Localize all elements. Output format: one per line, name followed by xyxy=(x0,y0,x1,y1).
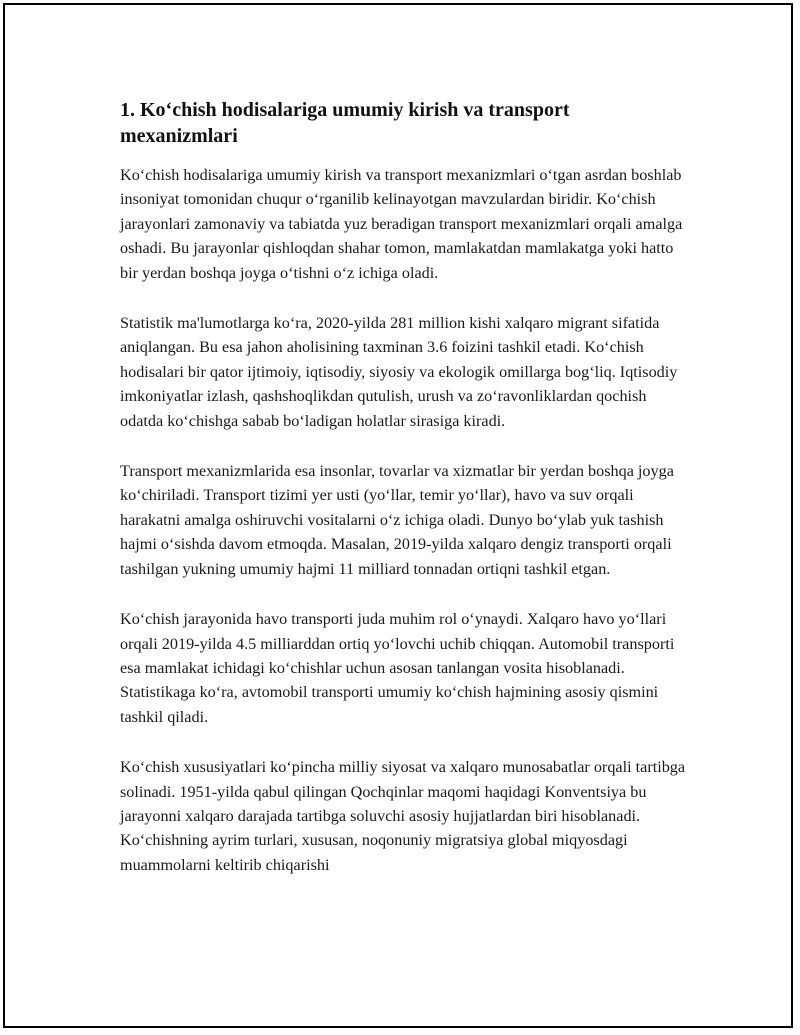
section-heading: 1. Ko‘chish hodisalariga umumiy kirish va transport mexanizmlari xyxy=(120,99,570,147)
document-content xyxy=(120,97,690,903)
paragraph-5: Ko‘chish xususiyatlari ko‘pincha milliy siyosat va xalqaro munosabatlar orqali tartibga solinadi. 1951-yilda qabul qilingan Qochqinlar maqomi haqidagi Konventsiya bu jarayonni xalqaro darajada tartibga soluvchi asosiy hujjatlardan biri hisoblanadi. Ko‘chishning ayrim turlari, xususan, noqonuniy migratsiya global miqyosdagi muammolarni keltirib chiqarishi xyxy=(120,758,686,874)
paragraph-3: Transport mexanizmlarida esa insonlar, tovarlar va xizmatlar bir yerdan boshqa joyga ko‘chiriladi. Transport tizimi yer usti (yo‘llar, temir yo‘llar), havo va suv orqali harakatni amalga oshiruvchi vositalarni o‘z ichiga oladi. Dunyo bo‘ylab yuk tashish hajmi o‘sishda davom etmoqda. Masalan, 2019-yilda xalqaro dengiz transporti orqali tashilgan yukning umumiy hajmi 11 milliard tonnadan ortiqni tashkil etgan. xyxy=(120,462,674,578)
document-page xyxy=(3,3,793,1028)
paragraph-4: Ko‘chish jarayonida havo transporti juda muhim rol o‘ynaydi. Xalqaro havo yo‘llari orqali 2019-yilda 4.5 milliarddan ortiq yo‘lovchi uchib chiqqan. Automobil transporti esa mamlakat ichidagi ko‘chishlar uchun asosan tanlangan vosita hisoblanadi. Statistikaga ko‘ra, avtomobil transporti umumiy ko‘chish hajmining asosiy qismini tashkil qiladi. xyxy=(120,610,675,726)
paragraph-1: Ko‘chish hodisalariga umumiy kirish va transport mexanizmlari o‘tgan asrdan boshlab insoniyat tomonidan chuqur o‘rganilib kelinayotgan mavzulardan biridir. Ko‘chish jarayonlari zamonaviy va tabiatda yuz beradigan transport mexanizmlari orqali amalga oshadi. Bu jarayonlar qishloqdan shahar tomon, mamlakatdan mamlakatga yoki hatto bir yerdan boshqa joyga o‘tishni o‘z ichiga oladi. xyxy=(120,166,683,282)
paragraph-2: Statistik ma'lumotlarga ko‘ra, 2020-yilda 281 million kishi xalqaro migrant sifatida aniqlangan. Bu esa jahon aholisining taxminan 3.6 foizini tashkil etadi. Ko‘chish hodisalari bir qator ijtimoiy, iqtisodiy, siyosiy va ekologik omillarga bog‘liq. Iqtisodiy imkoniyatlar izlash, qashshoqlikdan qutulish, urush va zo‘ravonliklardan qochish odatda ko‘chishga sabab bo‘ladigan holatlar sirasiga kiradi. xyxy=(120,314,678,430)
